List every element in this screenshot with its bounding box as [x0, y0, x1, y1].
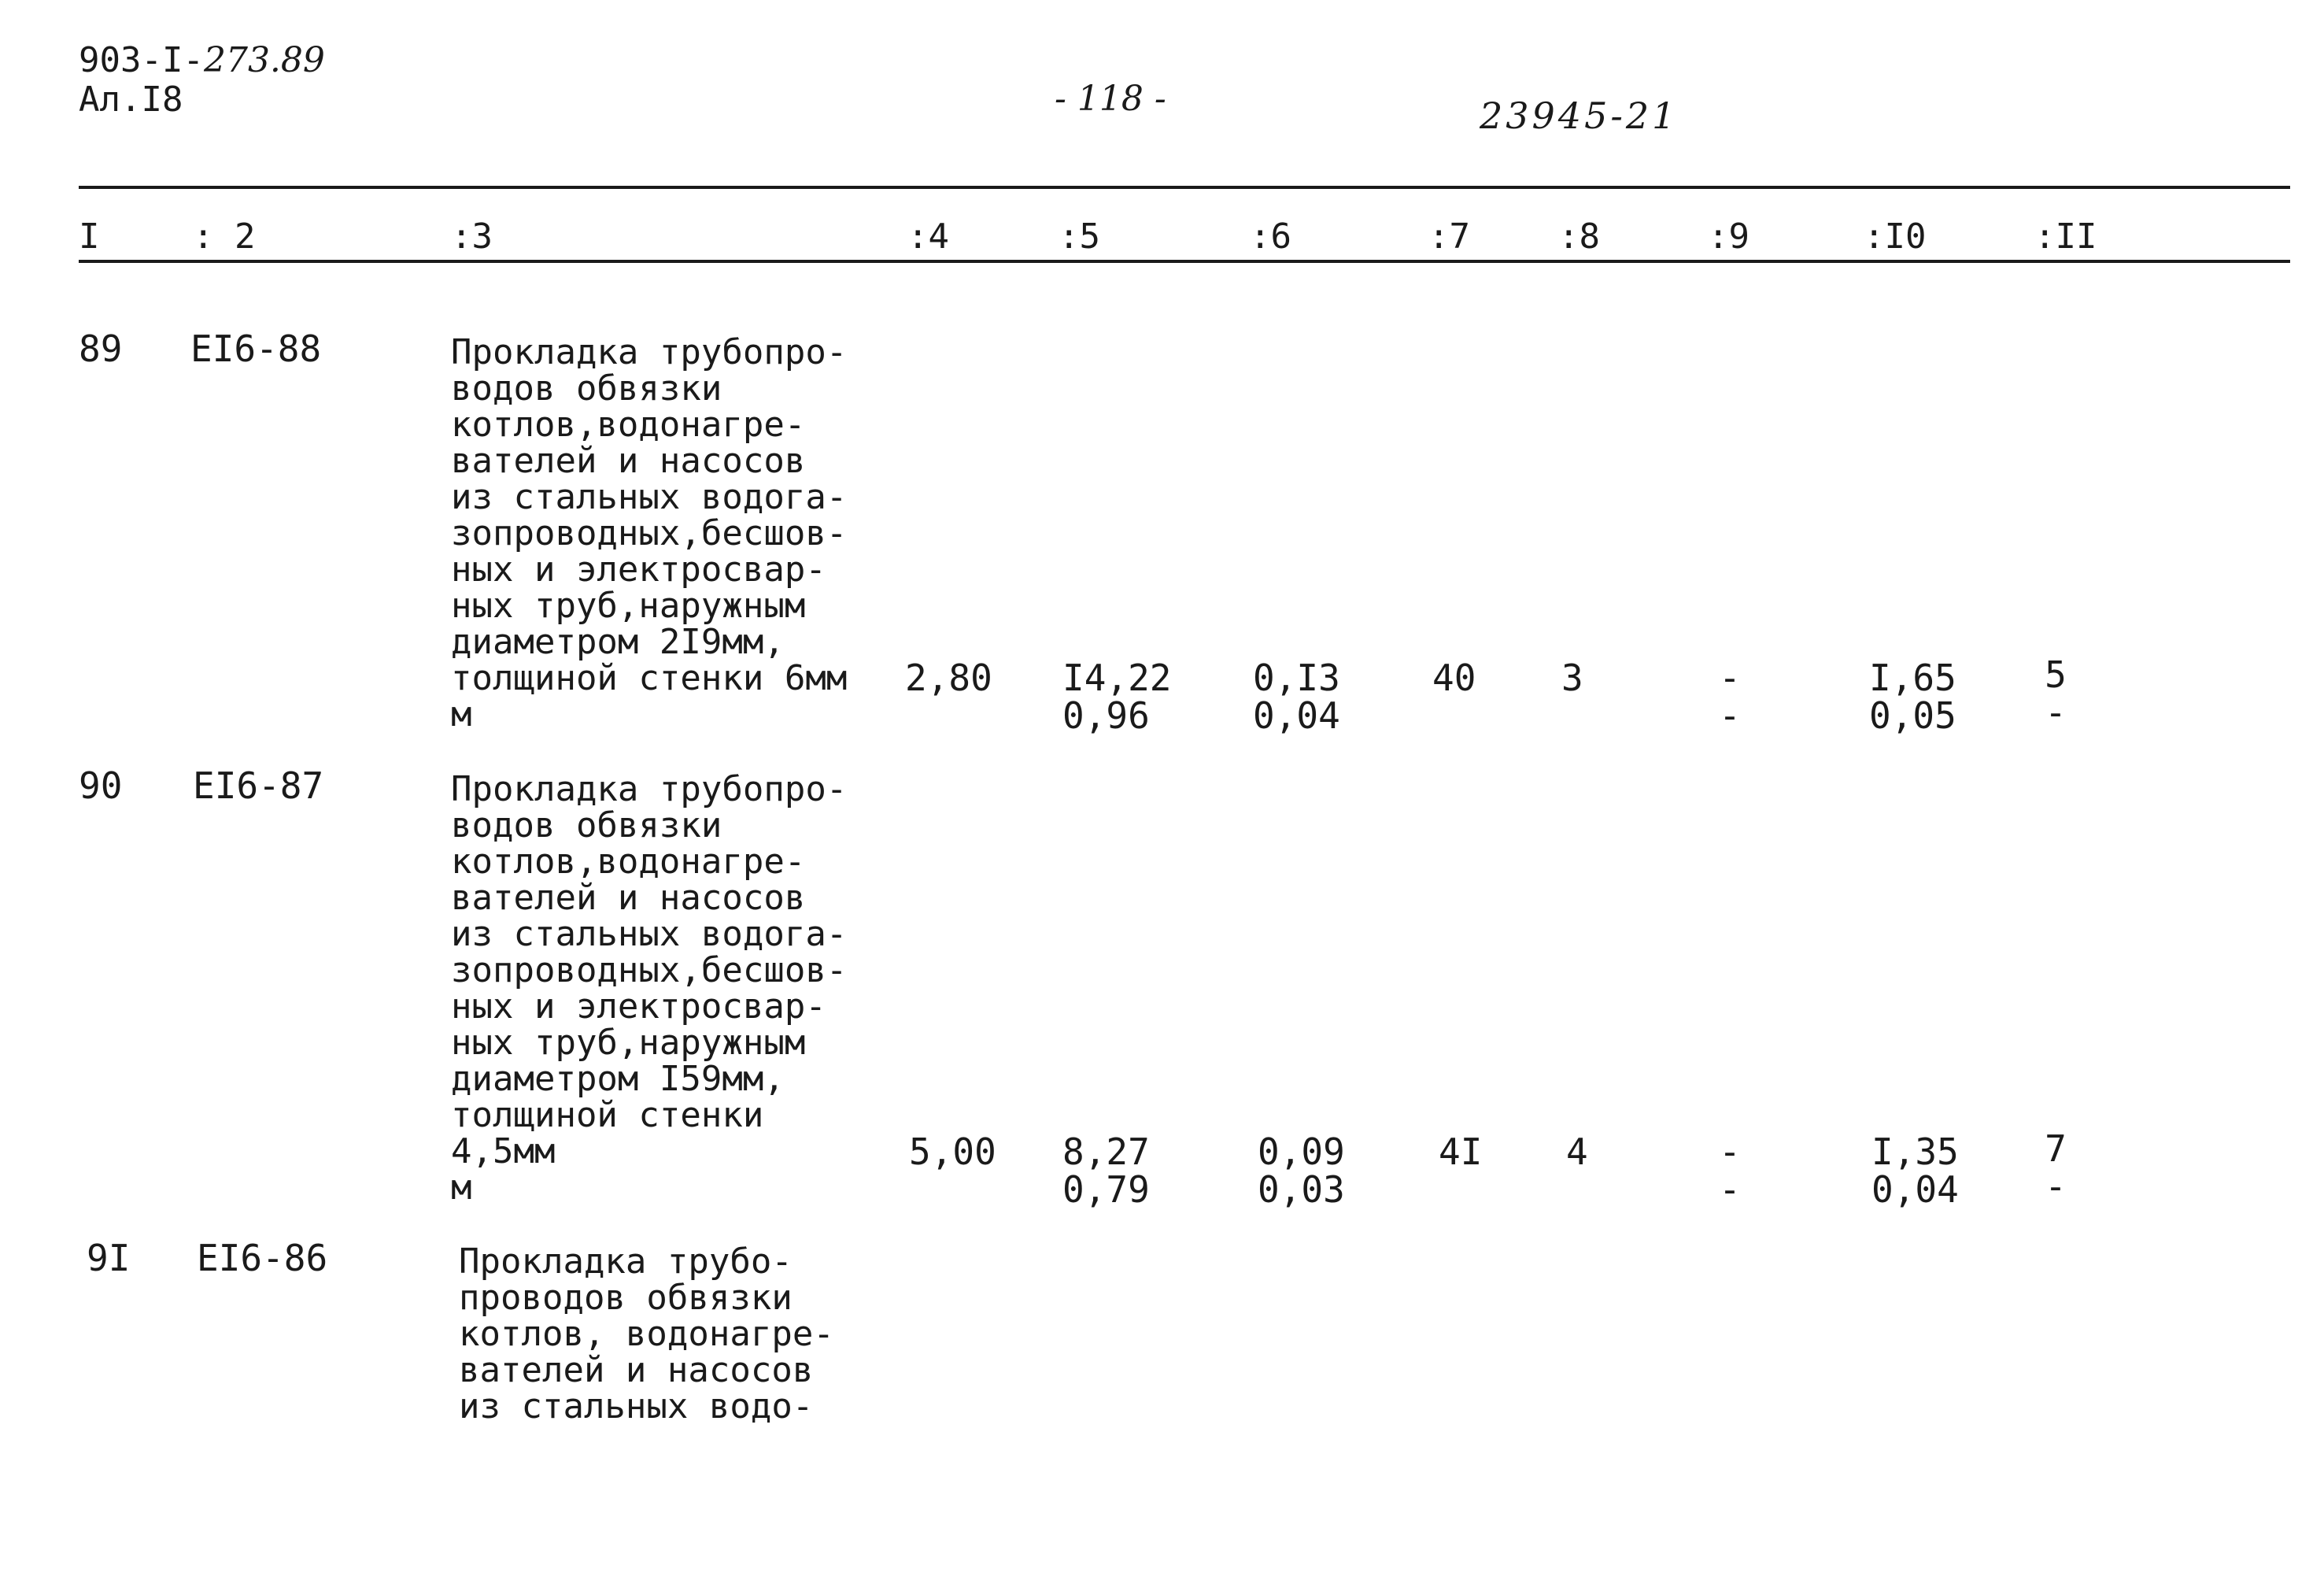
document-code-block	[79, 41, 325, 120]
document-code	[79, 41, 325, 80]
column-header-4: :4	[907, 216, 949, 257]
column-header-10: :I0	[1864, 216, 1927, 257]
table-header-rule	[79, 260, 2290, 263]
work-description: Прокладка трубопро- водов обвязки котлов,водонагре- вателей и насосов из стальных водога- зопроводных,бесшов- ных и электросвар- ных труб,наружным диаметром 2I9мм, толщиной стенки 6мм м	[451, 332, 848, 734]
column-header-3: :3	[451, 216, 493, 257]
column-5-value-bottom: 0,79	[1062, 1168, 1150, 1211]
column-10-value-bottom: 0,04	[1871, 1168, 1959, 1211]
column-4-value: 5,00	[909, 1130, 996, 1173]
inventory-number: 23945-21	[1480, 94, 1679, 137]
column-7-value: 4I	[1439, 1130, 1483, 1173]
row-number: 89	[79, 327, 123, 370]
column-6-values	[1258, 1130, 1345, 1211]
column-6-values	[1253, 657, 1340, 737]
column-header-11: :II	[2034, 216, 2097, 257]
column-5-value-top: 8,27	[1062, 1130, 1150, 1173]
column-8-value: 3	[1561, 657, 1583, 699]
column-6-value-bottom: 0,04	[1253, 694, 1340, 737]
column-header-8: :8	[1558, 216, 1600, 257]
column-4-value: 2,80	[905, 657, 992, 699]
work-description: Прокладка трубо- проводов обвязки котлов, водонагре- вателей и насосов из стальных водо-	[459, 1241, 834, 1426]
column-11-values	[2040, 1127, 2071, 1208]
column-header-7: :7	[1428, 216, 1470, 257]
column-10-values	[1869, 657, 1956, 737]
column-8-value: 4	[1566, 1130, 1588, 1173]
column-11-value-top: 7	[2045, 1127, 2067, 1170]
column-5-values	[1062, 1130, 1150, 1211]
column-6-value-bottom: 0,03	[1258, 1168, 1345, 1211]
column-header-2: : 2	[193, 216, 256, 257]
column-9-values	[1714, 657, 1746, 737]
column-9-value-top: -	[1719, 1130, 1741, 1173]
document-code-prefix: 903-I-	[79, 40, 204, 80]
rate-code: EI6-87	[193, 764, 324, 807]
rate-code: EI6-88	[190, 327, 322, 370]
column-5-values	[1062, 657, 1172, 737]
column-9-value-bottom: -	[1719, 694, 1741, 737]
table-top-rule	[79, 186, 2290, 189]
column-header-6: :6	[1250, 216, 1291, 257]
column-7-value: 40	[1432, 657, 1476, 699]
column-header-5: :5	[1059, 216, 1100, 257]
column-11-value-bottom: -	[2045, 1165, 2067, 1208]
column-11-value-top: 5	[2045, 653, 2067, 696]
column-9-value-top: -	[1719, 657, 1741, 699]
column-10-value-bottom: 0,05	[1869, 694, 1956, 737]
page-number: - 118 -	[1055, 79, 1166, 119]
column-6-value-top: 0,I3	[1253, 657, 1340, 699]
document-code-number: 273.89	[203, 40, 325, 80]
row-number: 90	[79, 764, 123, 807]
column-6-value-top: 0,09	[1258, 1130, 1345, 1173]
column-9-value-bottom: -	[1719, 1168, 1741, 1211]
column-9-values	[1714, 1130, 1746, 1211]
column-5-value-bottom: 0,96	[1062, 694, 1150, 737]
column-10-value-top: I,35	[1871, 1130, 1959, 1173]
row-number: 9I	[87, 1237, 131, 1279]
column-11-value-bottom: -	[2045, 691, 2067, 734]
column-11-values	[2040, 653, 2071, 734]
column-10-value-top: I,65	[1869, 657, 1956, 699]
column-header-1: I	[79, 216, 100, 257]
column-10-values	[1871, 1130, 1959, 1211]
column-header-9: :9	[1708, 216, 1749, 257]
album-number: Ал.I8	[79, 80, 183, 120]
work-description: Прокладка трубопро- водов обвязки котлов,водонагре- вателей и насосов из стальных водога- зопроводных,бесшов- ных и электросвар- ных труб,наружным диаметром I59мм, толщиной стенки 4,5мм м	[451, 769, 848, 1208]
column-5-value-top: I4,22	[1062, 657, 1172, 699]
rate-code: EI6-86	[197, 1237, 328, 1279]
